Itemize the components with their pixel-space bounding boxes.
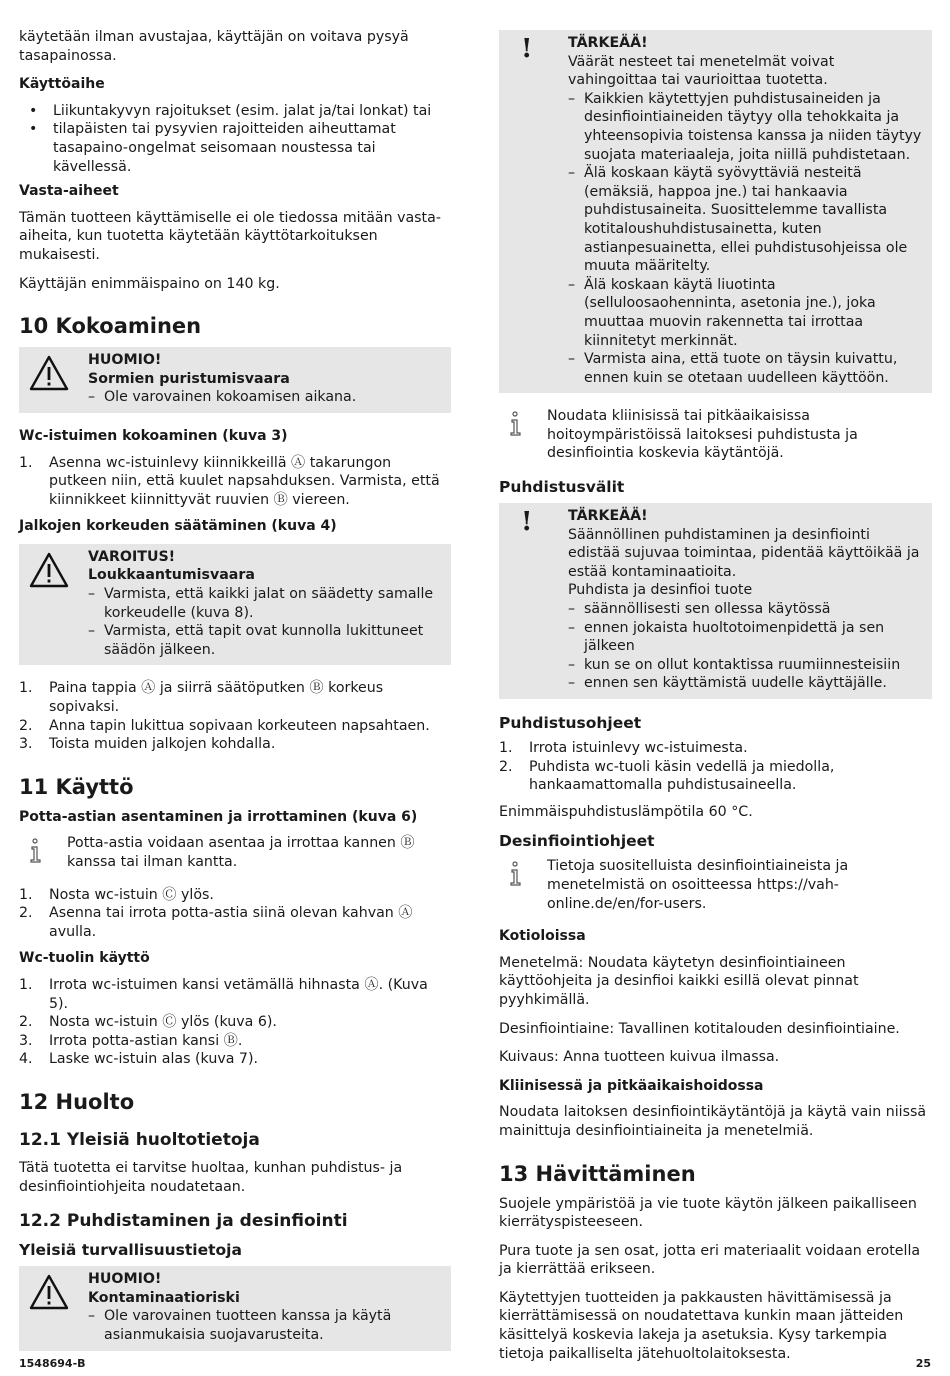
section-10-title: 10 Kokoaminen xyxy=(19,314,202,339)
list-item: – säännöllisesti sen ollessa käytössä xyxy=(568,600,922,619)
info-note-clinical xyxy=(499,407,932,463)
potty-heading: Potta-astian asentaminen ja irrottaminen (kuva 6) xyxy=(19,808,418,825)
note-text: Potta-astia voidaan asentaa ja irrottaa kannen Ⓑ kanssa tai ilman kantta. xyxy=(67,835,415,870)
leg-height-heading: Jalkojen korkeuden säätäminen (kuva 4) xyxy=(19,518,337,535)
step-number: 2. xyxy=(499,758,513,775)
important-title: TÄRKEÄÄ! xyxy=(568,508,648,525)
potty-steps xyxy=(19,886,451,942)
home-drying: Kuivaus: Anna tuotteen kuivua ilmassa. xyxy=(499,1049,780,1066)
warning-subtitle: Loukkaantumisvaara xyxy=(88,567,255,584)
safety-heading: Yleisiä turvallisuustietoja xyxy=(19,1241,242,1260)
disposal-text-3: Käytettyjen tuotteiden ja pakkausten hävittämisessä ja kierrättämisessä on noudatettava kunkin maan jätteiden käsittelyä koskevia lakeja ja asetuksia. Kysy tarkempia tietoja paikalliselta jätehuoltolaitoksesta. xyxy=(499,1289,904,1362)
step-number: 2. xyxy=(19,717,33,734)
step-text: Asenna wc-istuinlevy kiinnikkeillä Ⓐ takarungon putkeen niin, että kuulet napsahduksen. Varmista, että kiinnikkeet kiinnittyvät ruuvien Ⓑ viereen. xyxy=(49,454,440,508)
list-item xyxy=(499,739,932,758)
info-icon xyxy=(29,838,43,864)
exclamation-icon: ! xyxy=(521,507,533,538)
list-item xyxy=(19,679,451,716)
step-number: 1. xyxy=(19,886,33,903)
warning-box-injury xyxy=(19,544,451,666)
clinical-text: Noudata laitoksen desinfiointikäytäntöjä ja käytä vain niissä mainittuja desinfiointiaineita ja menetelmiä. xyxy=(499,1104,927,1139)
list-item xyxy=(19,886,451,905)
warning-triangle-icon xyxy=(29,552,69,588)
list-item xyxy=(19,976,451,1013)
step-number: 1. xyxy=(19,976,33,993)
section-11-title: 11 Käyttö xyxy=(19,774,134,799)
section-12-title: 12 Huolto xyxy=(19,1089,135,1114)
list-item xyxy=(19,904,451,941)
caution-title: HUOMIO! xyxy=(88,1271,162,1288)
list-item xyxy=(499,758,932,795)
seat-assembly-steps xyxy=(19,454,451,510)
indication-heading: Käyttöaihe xyxy=(19,76,105,93)
cleaning-steps xyxy=(499,739,932,795)
list-item: – Varmista, että tapit ovat kunnolla lukittuneet säädön jälkeen. xyxy=(88,622,441,659)
list-item xyxy=(19,1050,451,1069)
info-icon xyxy=(509,861,523,887)
max-weight-text: Käyttäjän enimmäispaino on 140 kg. xyxy=(19,275,280,292)
step-text: Anna tapin lukittua sopivaan korkeuteen napsahtaen. xyxy=(49,717,430,734)
step-text: Irrota potta-astian kansi Ⓑ. xyxy=(49,1032,243,1049)
caution-list xyxy=(88,1307,441,1344)
leg-height-steps xyxy=(19,679,451,753)
note-text: Tietoja suositelluista desinfiointiaineista ja menetelmistä on osoitteessa https://vah-online.de/en/for-users. xyxy=(547,858,849,912)
list-item xyxy=(19,735,451,754)
important-intro: Säännöllinen puhdistaminen ja desinfiointi edistää sujuvaa toimintaa, pidentää käyttöikää ja estää kontaminaatioita. xyxy=(568,526,920,580)
important-list xyxy=(568,600,922,693)
warning-triangle-icon xyxy=(29,1274,69,1310)
caution-box-contamination xyxy=(19,1266,451,1350)
caution-subtitle: Kontaminaatioriski xyxy=(88,1289,240,1306)
list-item xyxy=(19,1032,451,1051)
step-text: Asenna tai irrota potta-astia siinä olevan kahvan Ⓐ avulla. xyxy=(49,905,413,940)
left-column xyxy=(19,28,451,1365)
disinfection-heading: Desinfiointiohjeet xyxy=(499,832,655,851)
home-heading: Kotioloissa xyxy=(499,928,586,945)
info-note-disinfectants xyxy=(499,857,932,913)
warning-triangle-icon xyxy=(29,355,69,391)
list-item xyxy=(19,717,451,736)
step-number: 3. xyxy=(19,1032,33,1049)
contraindications-heading: Vasta-aiheet xyxy=(19,183,119,200)
warning-title: VAROITUS! xyxy=(88,548,176,565)
important-title: TÄRKEÄÄ! xyxy=(568,35,648,51)
step-text: Laske wc-istuin alas (kuva 7). xyxy=(49,1051,259,1068)
important-box-cleaning-agents xyxy=(499,30,932,393)
list-item: • Liikuntakyvyn rajoitukset (esim. jalat ja/tai lonkat) tai xyxy=(19,102,451,121)
cleaning-heading: Puhdistusohjeet xyxy=(499,714,642,732)
indication-list xyxy=(19,102,451,176)
list-item: – kun se on ollut kontaktissa ruumiinnesteisiin xyxy=(568,656,922,675)
section-12-1-title: 12.1 Yleisiä huoltotietoja xyxy=(19,1129,260,1150)
step-number: 3. xyxy=(19,736,33,753)
step-text: Irrota wc-istuimen kansi vetämällä hihnasta Ⓐ. (Kuva 5). xyxy=(49,976,428,1012)
important-intro: Väärät nesteet tai menetelmät voivat vahingoittaa tai vaurioittaa tuotetta. xyxy=(568,53,835,89)
list-item: – Varmista aina, että tuote on täysin kuivattu, ennen kuin se otetaan uudelleen käyttöön. xyxy=(568,350,922,387)
step-number: 1. xyxy=(499,740,513,756)
step-text: Paina tappia Ⓐ ja siirrä säätöputken Ⓑ korkeus sopivaksi. xyxy=(49,680,384,716)
info-icon xyxy=(509,411,523,437)
caution-list xyxy=(88,388,441,407)
step-number: 2. xyxy=(19,1014,33,1031)
step-text: Irrota istuinlevy wc-istuimesta. xyxy=(529,740,748,756)
step-text: Toista muiden jalkojen kohdalla. xyxy=(49,736,276,753)
list-item xyxy=(19,1013,451,1032)
use-steps xyxy=(19,976,451,1069)
seat-assembly-heading: Wc-istuimen kokoaminen (kuva 3) xyxy=(19,427,288,444)
maintenance-text: Tätä tuotetta ei tarvitse huoltaa, kunhan puhdistus- ja desinfiointiohjeita noudatetaan. xyxy=(19,1159,403,1195)
section-13-title: 13 Hävittäminen xyxy=(499,1161,696,1186)
list-item xyxy=(19,454,451,510)
step-number: 2. xyxy=(19,905,33,922)
step-text: Nosta wc-istuin Ⓒ ylös. xyxy=(49,886,214,903)
step-number: 1. xyxy=(19,680,33,697)
step-text: Puhdista wc-tuoli käsin vedellä ja miedolla, hankaamattomalla puhdistusaineella. xyxy=(529,758,835,794)
disposal-text-1: Suojele ympäristöä ja vie tuote käytön jälkeen paikalliseen kierrätyspisteeseen. xyxy=(499,1195,917,1231)
important-intro-2: Puhdista ja desinfioi tuote xyxy=(568,582,753,599)
list-item: – Kaikkien käytettyjen puhdistusaineiden ja desinfiointiaineiden täytyy olla tehokkaita ja yhteensopivia toistensa kanssa ja niiden täytyy suojata materiaaleja, joita niillä puhdistetaan. xyxy=(568,90,922,164)
use-heading: Wc-tuolin käyttö xyxy=(19,950,150,967)
home-method: Menetelmä: Noudata käytetyn desinfiointiaineen käyttöohjeita ja desinfioi kaikki esillä olevat pinnat pyyhkimällä. xyxy=(499,954,859,1008)
section-12-2-title: 12.2 Puhdistaminen ja desinfiointi xyxy=(19,1211,348,1232)
caution-subtitle: Sormien puristumisvaara xyxy=(88,370,290,387)
list-item: • tilapäisten tai pysyvien rajoitteiden aiheuttamat tasapaino-ongelmat seisomaan noustessa tai kävellessä. xyxy=(19,120,451,176)
document-number: 1548694-B xyxy=(19,1357,86,1370)
list-item: – Ole varovainen kokoamisen aikana. xyxy=(88,388,441,407)
disposal-text-2: Pura tuote ja sen osat, jotta eri materiaalit voidaan erotella ja kierrättää erikseen. xyxy=(499,1242,921,1278)
list-item: – ennen jokaista huoltotoimenpidettä ja sen jälkeen xyxy=(568,619,922,656)
step-number: 1. xyxy=(19,454,33,471)
step-text: Nosta wc-istuin Ⓒ ylös (kuva 6). xyxy=(49,1014,277,1031)
important-list xyxy=(568,90,922,388)
exclamation-icon: ! xyxy=(521,34,533,64)
step-number: 4. xyxy=(19,1051,33,1068)
clinical-heading: Kliinisessä ja pitkäaikaishoidossa xyxy=(499,1077,764,1094)
caution-box-pinching xyxy=(19,347,451,413)
warning-list xyxy=(88,585,441,659)
list-item: – Ole varovainen tuotteen kanssa ja käytä asianmukaisia suojavarusteita. xyxy=(88,1307,441,1344)
intervals-heading: Puhdistusvälit xyxy=(499,478,625,497)
intro-text: käytetään ilman avustajaa, käyttäjän on voitava pysyä tasapainossa. xyxy=(19,29,409,64)
list-item: – Älä koskaan käytä syövyttäviä nesteitä (emäksiä, happoa jne.) tai hankaavia puhdistusaineita. Suosittelemme tavallista kotitaloushuhdistusainetta, kuten astianpesuainetta, ellei puhdistusohjeissa ole muuta määritelty. xyxy=(568,164,922,276)
right-column xyxy=(499,30,932,1373)
info-note-potty xyxy=(19,834,451,871)
list-item: – Älä koskaan käytä liuotinta (selluloosaohenninta, asetonia jne.), joka muuttaa muovin rakennetta tai irrottaa kiinnitetyt merkinnät. xyxy=(568,276,922,350)
page-number: 25 xyxy=(915,1357,931,1370)
important-box-intervals xyxy=(499,503,932,699)
home-agent: Desinfiointiaine: Tavallinen kotitalouden desinfiointiaine. xyxy=(499,1020,900,1037)
max-temp-text: Enimmäispuhdistuslämpötila 60 °C. xyxy=(499,803,753,820)
contraindications-text: Tämän tuotteen käyttämiselle ei ole tiedossa mitään vasta-aiheita, kun tuotetta käytetään käyttötarkoituksen mukaisesti. xyxy=(19,209,441,263)
note-text: Noudata kliinisissä tai pitkäaikaisissa hoitoympäristöissä laitoksesi puhdistusta ja desinfiointia koskevia käytäntöjä. xyxy=(547,408,858,462)
list-item: – Varmista, että kaikki jalat on säädetty samalle korkeudelle (kuva 8). xyxy=(88,585,441,622)
caution-title: HUOMIO! xyxy=(88,352,162,369)
list-item: – ennen sen käyttämistä uudelle käyttäjälle. xyxy=(568,674,922,693)
